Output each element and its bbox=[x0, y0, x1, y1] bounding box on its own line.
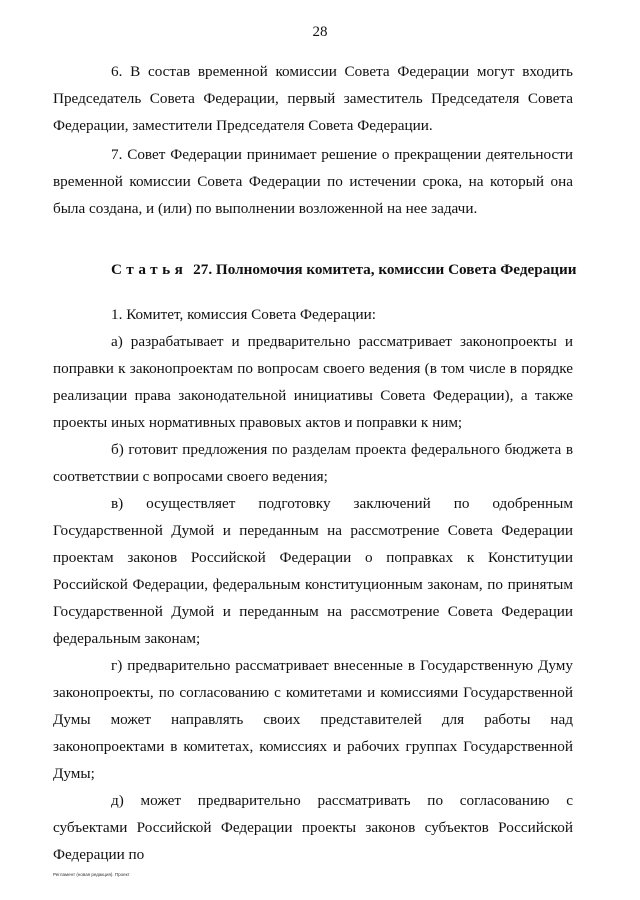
clause-a: а) разрабатывает и предварительно рассматривает законопроекты и поправки к законопроектам по вопросам своего ведения (в том числе в порядке реализации права законодательной инициативы Совета Федерации), а также проекты иных нормативных правовых актов и поправки к ним; bbox=[53, 333, 573, 431]
paragraph-7: 7. Совет Федерации принимает решение о прекращении деятельности временной комиссии Совета Федерации по истечении срока, на который она была создана, и (или) по выполнении возложенной на нее задачи. bbox=[53, 146, 573, 217]
article-label: Статья bbox=[111, 261, 188, 278]
paragraph-6: 6. В состав временной комиссии Совета Федерации могут входить Председатель Совета Федерации, первый заместитель Председателя Совета Федерации, заместители Председателя Совета Федерации. bbox=[53, 63, 573, 134]
clause-g: г) предварительно рассматривает внесенные в Государственную Думу законопроекты, по согласованию с комитетами и комиссиями Государственной Думы может направлять своих представителей для работы над законопроектами в комитетах, комиссиях и рабочих группах Государственной Думы; bbox=[53, 657, 573, 782]
clause-d: д) может предварительно рассматривать по согласованию с субъектами Российской Федерации проекты законов субъектов Российской Федерации по bbox=[53, 792, 573, 863]
footer-note: Регламент (новая редакция). Проект bbox=[53, 872, 130, 877]
article-heading bbox=[53, 256, 577, 283]
clause-b: б) готовит предложения по разделам проекта федерального бюджета в соответствии с вопросами своего ведения; bbox=[53, 441, 573, 485]
document-body bbox=[53, 58, 577, 868]
article-title: 27. Полномочия комитета, комиссии Совета Федерации bbox=[193, 261, 577, 278]
paragraph-1: 1. Комитет, комиссия Совета Федерации: bbox=[111, 306, 376, 323]
clause-v: в) осуществляет подготовку заключений по одобренным Государственной Думой и переданным на рассмотрение Совета Федерации проектам законов Российской Федерации о поправках к Конституции Российской Федерации, федеральным конституционным законам, по принятым Государственной Думой и переданным на рассмотрение Совета Федерации федеральным законам; bbox=[53, 495, 573, 647]
page-number: 28 bbox=[312, 24, 328, 40]
